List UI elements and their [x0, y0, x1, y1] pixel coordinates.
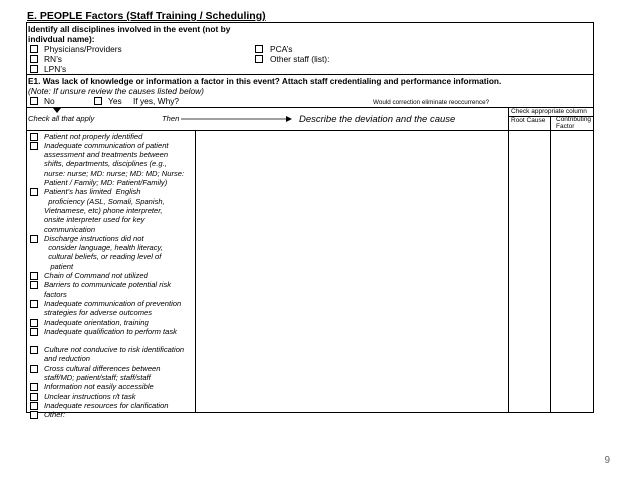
rn-label: RN’s [44, 54, 62, 64]
e1-note: (Note: If unsure review the causes listed below) [28, 86, 204, 96]
cause-text: proficiency (ASL, Somali, Spanish, [44, 196, 165, 206]
contributing-header-1: Contributing [556, 116, 592, 123]
then-label: Then [162, 114, 180, 123]
cause-checkbox[interactable] [30, 235, 38, 243]
cause-text: Inadequate qualification to perform task [44, 326, 177, 336]
would-correction-label: Would correction eliminate reoccurrence? [373, 99, 490, 106]
e1-yes-label: Yes [108, 96, 122, 106]
cause-text: Discharge instructions did not [44, 233, 144, 243]
disciplines-heading-2: indivdual name): [28, 34, 95, 44]
cause-checkbox[interactable] [30, 402, 38, 410]
cause-checkbox[interactable] [30, 319, 38, 327]
divider-disciplines [26, 74, 594, 75]
cause-text: and reduction [44, 354, 91, 364]
cause-text: onsite interpreter used for key [44, 215, 145, 225]
cause-checkbox[interactable] [30, 281, 38, 289]
cause-text: Vietnamese, etc) phone interpreter, [44, 205, 163, 215]
cause-checkbox[interactable] [30, 365, 38, 373]
cause-checkbox[interactable] [30, 411, 38, 419]
cause-checkbox[interactable] [30, 328, 38, 336]
contributing-header-2: Factor [556, 123, 575, 130]
cause-text: Unclear instructions r/t task [44, 391, 136, 401]
cause-checkbox[interactable] [30, 393, 38, 401]
cause-text: staff/MD; patient/staff; staff/staff [44, 373, 151, 382]
cause-checkbox[interactable] [30, 188, 38, 196]
cause-text: Patient’s has limited English [44, 187, 141, 197]
section-title: E. PEOPLE Factors (Staff Training / Scheduling) [27, 10, 266, 22]
other-staff-label: Other staff (list): [270, 54, 330, 64]
cause-text: Barriers to communicate potential risk [44, 280, 172, 290]
physicians-checkbox[interactable] [30, 45, 38, 53]
cause-checkbox[interactable] [30, 272, 38, 280]
cause-text: assessment and treatments between [44, 150, 169, 160]
cause-text: Inadequate orientation, training [44, 317, 149, 327]
lpn-label: LPN’s [44, 64, 67, 74]
cause-text: patient [44, 261, 74, 271]
e1-no-checkbox[interactable] [30, 97, 38, 105]
cause-checkbox[interactable] [30, 300, 38, 308]
pca-checkbox[interactable] [255, 45, 263, 53]
cause-checkbox[interactable] [30, 133, 38, 141]
cause-text: Inadequate communication of patient [44, 140, 169, 150]
cause-text: strategies for adverse outcomes [44, 308, 153, 318]
cause-text: shifts, departments, disciplines (e.g., [44, 159, 167, 169]
cause-text: nurse: nurse; MD: nurse; MD: MD; Nurse: [44, 168, 185, 178]
check-all-label: Check all that apply [28, 114, 95, 123]
physicians-label: Physicians/Providers [44, 44, 122, 54]
column-divider-causes [195, 130, 196, 413]
column-divider-contributing [550, 116, 551, 413]
cause-text: Patient not properly identified [44, 131, 143, 141]
pca-label: PCA’s [270, 44, 293, 54]
cause-text: consider language, health literacy, [44, 243, 163, 253]
e1-no-label: No [44, 96, 55, 106]
page-number: 9 [604, 455, 610, 466]
cause-text: Inadequate communication of prevention [44, 298, 182, 308]
column-divider-root-cause [508, 107, 509, 413]
lpn-checkbox[interactable] [30, 65, 38, 73]
cause-text: Information not easily accessible [44, 382, 154, 392]
disciplines-heading-1: Identify all disciplines involved in the event (not by [28, 24, 231, 34]
cause-text: Chain of Command not utilized [44, 271, 148, 280]
cause-text: factors [44, 289, 67, 299]
cause-text: cultural beliefs, or reading level of [44, 252, 162, 262]
cause-text: Other: [44, 410, 66, 420]
other-staff-checkbox[interactable] [255, 55, 263, 63]
cause-text: Cross cultural differences between [44, 363, 161, 373]
describe-label: Describe the deviation and the cause [299, 114, 456, 125]
e1-yes-checkbox[interactable] [94, 97, 102, 105]
cause-text: Patient / Family; MD: Patient/Family) [44, 178, 168, 187]
check-appropriate-label: Check appropriate column [511, 108, 587, 115]
e1-why-label: If yes, Why? [133, 96, 180, 106]
e1-question: E1. Was lack of knowledge or information a factor in this event? Attach staff credentialing and performance information. [28, 76, 502, 86]
cause-checkbox[interactable] [30, 346, 38, 354]
cause-text: communication [44, 224, 96, 234]
root-cause-header: Root Cause [511, 117, 546, 124]
cause-checkbox[interactable] [30, 383, 38, 391]
cause-text: Culture not conducive to risk identification [44, 345, 185, 355]
cause-checkbox[interactable] [30, 142, 38, 150]
cause-text: Inadequate resources for clarification [44, 400, 169, 410]
rn-checkbox[interactable] [30, 55, 38, 63]
